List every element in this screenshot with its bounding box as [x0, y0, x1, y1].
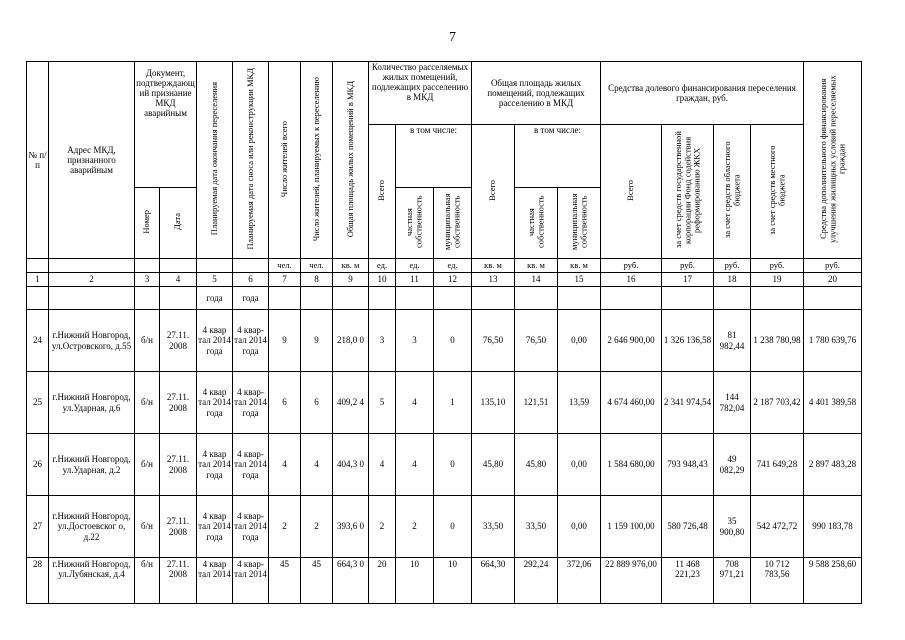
cell-n: 26: [27, 434, 49, 496]
cell-c13: 135,10: [472, 372, 515, 434]
cell-c11: 2: [396, 496, 434, 558]
cell-c10: 4: [369, 434, 396, 496]
cell-c13: 76,50: [472, 310, 515, 372]
cell-date: 27.11. 2008: [160, 558, 197, 604]
cell-addr: г.Нижний Новгород, ул.Островского, д.55: [49, 310, 135, 372]
cell-c7: 9: [269, 310, 301, 372]
cell-c17: 793 948,43: [662, 434, 714, 496]
cell-d5: 4 квар тал 2014: [197, 558, 233, 604]
cell-c14: 292,24: [515, 558, 558, 604]
cell-c15: 0,00: [558, 496, 601, 558]
column-number: 20: [804, 273, 862, 287]
cell-c11: 4: [396, 372, 434, 434]
cell-c19: 1 238 780,98: [751, 310, 804, 372]
cell-c7: 2: [269, 496, 301, 558]
cont-cell: года: [197, 287, 233, 310]
cont-cell: [49, 287, 135, 310]
cell-c17: 580 726,48: [662, 496, 714, 558]
cell-docnum: б/н: [135, 372, 160, 434]
header-num: № п/п: [27, 62, 49, 259]
cell-n: 27: [27, 496, 49, 558]
cont-cell: [333, 287, 369, 310]
cell-c8: 45: [301, 558, 333, 604]
header-rooms-group: Количество расселяемых жилых помещений, подлежащих расселению в МКД: [369, 62, 472, 125]
cont-cell: [804, 287, 862, 310]
table-row: [27, 434, 862, 496]
unit-cell: [160, 259, 197, 273]
cell-c13: 45,80: [472, 434, 515, 496]
cell-c14: 33,50: [515, 496, 558, 558]
header-rooms-private: частная собственность: [396, 188, 434, 259]
header-document: Документ, подтверждающий признание МКД аварийным: [135, 62, 197, 188]
unit-cell: [49, 259, 135, 273]
cell-c12: 10: [434, 558, 472, 604]
column-number: 14: [515, 273, 558, 287]
cont-cell: года: [233, 287, 269, 310]
cell-c18: 35 900,80: [714, 496, 751, 558]
header-funding-group: Средства долевого финансирования переселения граждан, руб.: [601, 62, 804, 125]
cell-c7: 6: [269, 372, 301, 434]
header-row-1: [27, 62, 862, 125]
header-additional: Средства дополнительного финансирования улучшения жилищных условий переселяемых граждан: [804, 62, 862, 259]
cont-cell: [434, 287, 472, 310]
header-planned-demolition: Планируемая дата сноса или реконструкции МКД: [233, 62, 269, 259]
cont-cell: [515, 287, 558, 310]
column-number: 18: [714, 273, 751, 287]
unit-cell: ед.: [396, 259, 434, 273]
cell-c9: 409,2 4: [333, 372, 369, 434]
cont-cell: [751, 287, 804, 310]
cell-addr: г.Нижний Новгород, ул.Ударная, д.2: [49, 434, 135, 496]
cell-c10: 2: [369, 496, 396, 558]
unit-cell: [135, 259, 160, 273]
cell-c8: 2: [301, 496, 333, 558]
column-number: 5: [197, 273, 233, 287]
cell-c20: 990 183,78: [804, 496, 862, 558]
header-total-area: Общая площадь жилых помещений в МКД: [333, 62, 369, 259]
column-number: 3: [135, 273, 160, 287]
table-row: [27, 496, 862, 558]
cell-c8: 6: [301, 372, 333, 434]
column-number: 8: [301, 273, 333, 287]
cell-addr: г.Нижний Новгород, ул.Ударная, д.6: [49, 372, 135, 434]
column-number: 19: [751, 273, 804, 287]
cell-c19: 741 649,28: [751, 434, 804, 496]
header-address: Адрес МКД, признанного аварийным: [49, 62, 135, 259]
cell-c18: 144 782,04: [714, 372, 751, 434]
cell-c19: 2 187 703,42: [751, 372, 804, 434]
header-area-municipal: муниципальная собственность: [558, 188, 601, 259]
cell-c9: 218,0 0: [333, 310, 369, 372]
cell-c12: 0: [434, 310, 472, 372]
cont-cell: [301, 287, 333, 310]
cell-date: 27.11. 2008: [160, 496, 197, 558]
table-row: [27, 372, 862, 434]
cell-c17: 11 468 221,23: [662, 558, 714, 604]
cell-c11: 4: [396, 434, 434, 496]
cont-cell: [27, 287, 49, 310]
cell-date: 27.11. 2008: [160, 310, 197, 372]
cell-c15: 372,06: [558, 558, 601, 604]
table-row: [27, 310, 862, 372]
header-area-total: Всего: [472, 125, 515, 259]
cell-c18: 708 971,21: [714, 558, 751, 604]
unit-cell: руб.: [714, 259, 751, 273]
header-rooms-municipal: муниципальная собственность: [434, 188, 472, 259]
unit-cell: чел.: [301, 259, 333, 273]
header-area-private: частная собственность: [515, 188, 558, 259]
unit-cell: чел.: [269, 259, 301, 273]
table-body: [27, 310, 862, 604]
column-number: 12: [434, 273, 472, 287]
header-fund: за счет средств государственной корпорации Фонд содействия реформированию ЖКХ: [662, 125, 714, 259]
cell-c16: 2 646 900,00: [601, 310, 662, 372]
cont-cell: [601, 287, 662, 310]
cell-c7: 45: [269, 558, 301, 604]
cell-addr: г.Нижний Новгород, ул.Лубянская, д.4: [49, 558, 135, 604]
cell-c13: 664,30: [472, 558, 515, 604]
cell-d5: 4 квар тал 2014 года: [197, 434, 233, 496]
cell-docnum: б/н: [135, 434, 160, 496]
unit-cell: кв. м: [472, 259, 515, 273]
cell-n: 25: [27, 372, 49, 434]
cell-c16: 1 159 100,00: [601, 496, 662, 558]
cell-n: 28: [27, 558, 49, 604]
cell-date: 27.11. 2008: [160, 434, 197, 496]
cell-c20: 9 588 258,60: [804, 558, 862, 604]
cell-c17: 1 326 136,58: [662, 310, 714, 372]
cont-cell: [369, 287, 396, 310]
header-doc-number: Номер: [135, 188, 160, 259]
cont-cell: [662, 287, 714, 310]
cell-c11: 10: [396, 558, 434, 604]
page-number: 7: [449, 30, 456, 45]
header-local: за счет средств местного бюджета: [751, 125, 804, 259]
column-number: 17: [662, 273, 714, 287]
cell-c17: 2 341 974,54: [662, 372, 714, 434]
cell-c15: 0,00: [558, 434, 601, 496]
cell-c8: 4: [301, 434, 333, 496]
unit-cell: руб.: [751, 259, 804, 273]
cell-c10: 20: [369, 558, 396, 604]
cont-cell: [396, 287, 434, 310]
header-area-group: Общая площадь жилых помещений, подлежащих расселению в МКД: [472, 62, 601, 125]
cont-cell: [160, 287, 197, 310]
cell-c12: 1: [434, 372, 472, 434]
column-number: 15: [558, 273, 601, 287]
table-row: [27, 558, 862, 604]
header-planned-resettlement: Планируемая дата окончания переселения: [197, 62, 233, 259]
column-number: 1: [27, 273, 49, 287]
header-doc-date: Дата: [160, 188, 197, 259]
unit-cell: ед.: [434, 259, 472, 273]
cell-d5: 4 квар тал 2014 года: [197, 310, 233, 372]
unit-cell: ед.: [369, 259, 396, 273]
cell-c20: 2 897 483,28: [804, 434, 862, 496]
resettlement-table: [26, 61, 862, 604]
unit-cell: кв. м: [515, 259, 558, 273]
cell-d6: 4 квар- тал 2014 года: [233, 310, 269, 372]
header-rooms-including: в том числе:: [396, 125, 472, 188]
cell-d5: 4 квар тал 2014 года: [197, 496, 233, 558]
cont-cell: [269, 287, 301, 310]
unit-cell: руб.: [601, 259, 662, 273]
cell-d6: 4 квар- тал 2014 года: [233, 434, 269, 496]
units-row: [27, 259, 862, 273]
cell-c15: 0,00: [558, 310, 601, 372]
cell-docnum: б/н: [135, 310, 160, 372]
header-regional: за счет средств областного бюджета: [714, 125, 751, 259]
continuation-row: [27, 287, 862, 310]
cell-c14: 76,50: [515, 310, 558, 372]
cell-c19: 10 712 783,56: [751, 558, 804, 604]
unit-cell: руб.: [804, 259, 862, 273]
cell-c9: 393,6 0: [333, 496, 369, 558]
cell-c10: 3: [369, 310, 396, 372]
cell-docnum: б/н: [135, 496, 160, 558]
cont-cell: [135, 287, 160, 310]
cell-c7: 4: [269, 434, 301, 496]
column-number: 13: [472, 273, 515, 287]
cell-c12: 0: [434, 434, 472, 496]
cell-c13: 33,50: [472, 496, 515, 558]
cell-c20: 1 780 639,76: [804, 310, 862, 372]
cell-c9: 404,3 0: [333, 434, 369, 496]
cell-c11: 3: [396, 310, 434, 372]
cell-n: 24: [27, 310, 49, 372]
cell-date: 27.11. 2008: [160, 372, 197, 434]
unit-cell: [197, 259, 233, 273]
column-number: 2: [49, 273, 135, 287]
cell-c20: 4 401 389,58: [804, 372, 862, 434]
cell-c9: 664,3 0: [333, 558, 369, 604]
cell-c19: 542 472,72: [751, 496, 804, 558]
header-residents-planned: Число жителей, планируемых к переселению: [301, 62, 333, 259]
unit-cell: кв. м: [333, 259, 369, 273]
cont-cell: [714, 287, 751, 310]
cell-addr: г.Нижний Новгород, ул.Достоевског о, д.22: [49, 496, 135, 558]
unit-cell: [27, 259, 49, 273]
cell-docnum: б/н: [135, 558, 160, 604]
cell-c15: 13,59: [558, 372, 601, 434]
column-number: 9: [333, 273, 369, 287]
cell-c16: 1 584 680,00: [601, 434, 662, 496]
header-residents-total: Число жителей всего: [269, 62, 301, 259]
cell-c8: 9: [301, 310, 333, 372]
column-number: 10: [369, 273, 396, 287]
header-rooms-total: Всего: [369, 125, 396, 259]
cont-cell: [558, 287, 601, 310]
cell-d6: 4 квар- тал 2014: [233, 558, 269, 604]
column-number: 7: [269, 273, 301, 287]
cell-c16: 4 674 460,00: [601, 372, 662, 434]
unit-cell: руб.: [662, 259, 714, 273]
cont-cell: [472, 287, 515, 310]
header-area-including: в том числе:: [515, 125, 601, 188]
header-funding-total: Всего: [601, 125, 662, 259]
cell-c14: 121,51: [515, 372, 558, 434]
column-number: 6: [233, 273, 269, 287]
cell-d5: 4 квар тал 2014 года: [197, 372, 233, 434]
cell-d6: 4 квар- тал 2014 года: [233, 372, 269, 434]
cell-c18: 81 982,44: [714, 310, 751, 372]
column-number: 16: [601, 273, 662, 287]
column-number: 4: [160, 273, 197, 287]
cell-c14: 45,80: [515, 434, 558, 496]
column-numbers-row: [27, 273, 862, 287]
cell-d6: 4 квар- тал 2014 года: [233, 496, 269, 558]
unit-cell: [233, 259, 269, 273]
cell-c12: 0: [434, 496, 472, 558]
unit-cell: кв. м: [558, 259, 601, 273]
cell-c18: 49 082,29: [714, 434, 751, 496]
cell-c10: 5: [369, 372, 396, 434]
cell-c16: 22 889 976,00: [601, 558, 662, 604]
column-number: 11: [396, 273, 434, 287]
